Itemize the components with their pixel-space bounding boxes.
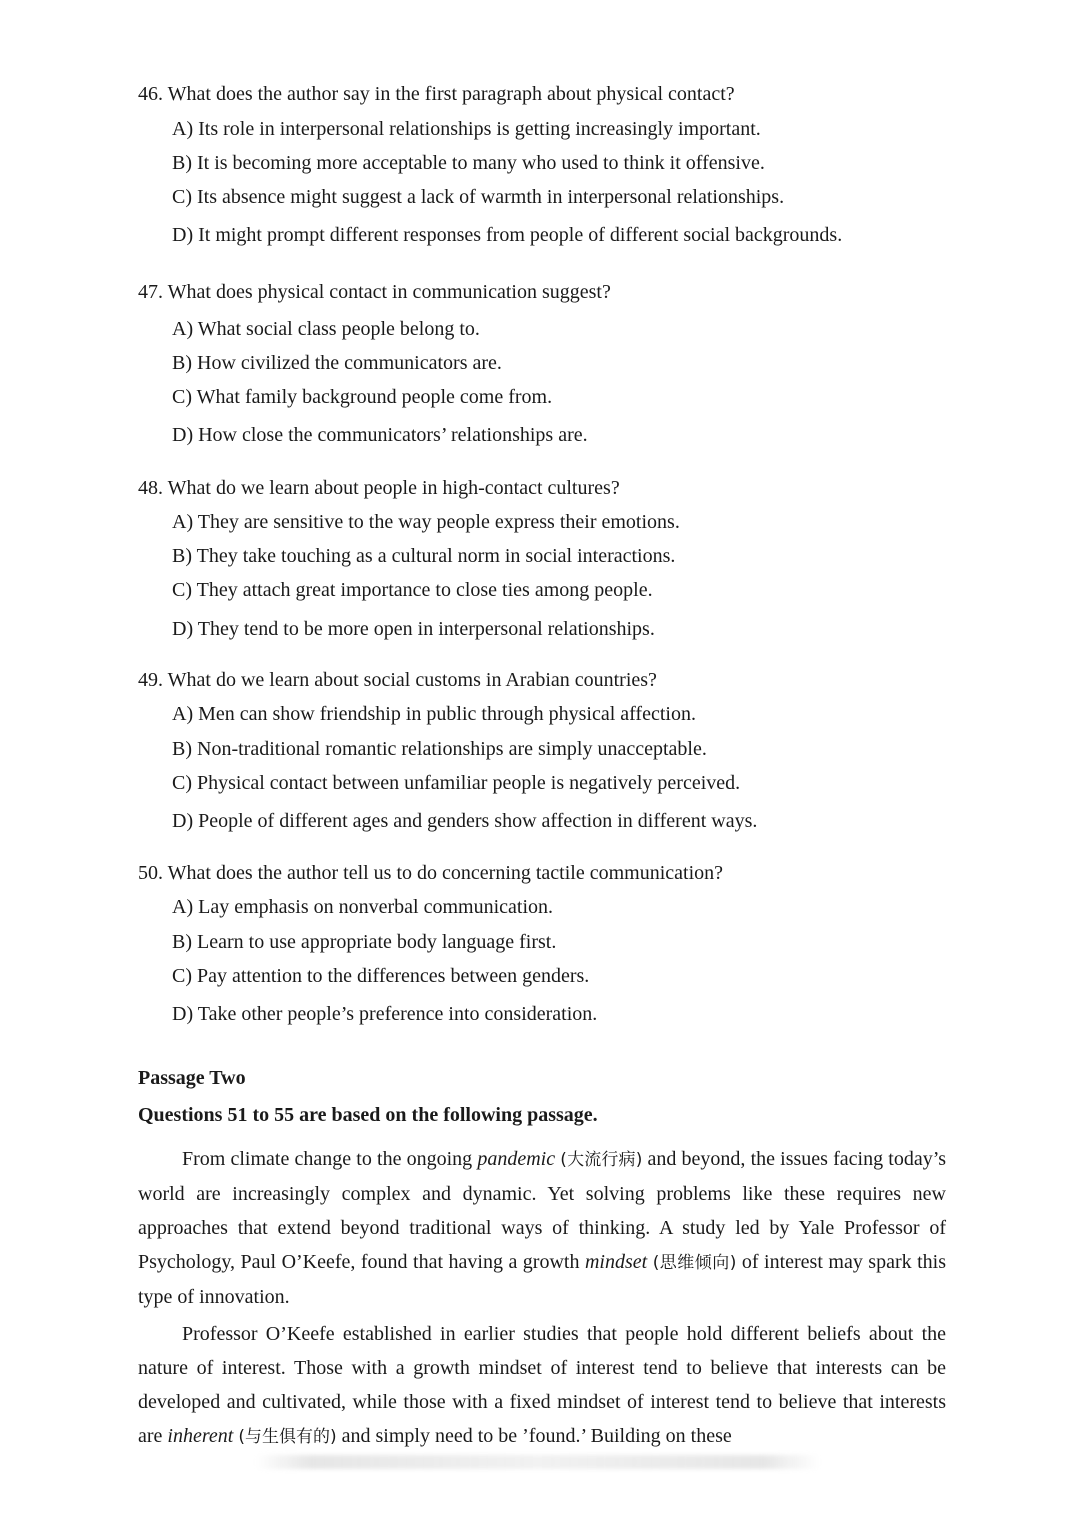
question-stem: 49. What do we learn about social customs in Arabian countries? [138,669,657,691]
option-b: B) It is becoming more acceptable to many who used to think it offensive. [172,152,765,174]
question-50 [138,861,978,1026]
question-stem: 46. What does the author say in the first paragraph about physical contact? [138,83,735,105]
question-stem: 48. What do we learn about people in high-contact cultures? [138,477,620,499]
question-47 [138,280,978,447]
passage-title: Passage Two [138,1067,246,1089]
faded-footer-text [255,1455,820,1469]
question-stem: 47. What does physical contact in communication suggest? [138,281,611,303]
question-stem: 50. What does the author tell us to do concerning tactile communication? [138,862,724,884]
option-d: D) It might prompt different responses from people of different social backgrounds. [172,224,843,246]
passage-paragraph-1 [138,1142,946,1314]
option-b: B) How civilized the communicators are. [172,352,502,374]
paragraph-text: and beyond, the issues facing today’s world are increasingly complex and dynamic. Yet solving problems like these requires new approaches that extend beyond traditional ways of thinking. A study led by Yale Professor of Psychology, Paul O’Keefe, found that having a growth [138,1148,947,1273]
option-c: C) Pay attention to the differences between genders. [172,965,590,987]
option-a: A) Its role in interpersonal relationships is getting increasingly important. [172,118,761,140]
chinese-gloss: (与生俱有的) [238,1427,337,1447]
paragraph-text: and simply need to be ’found.’ Building on these [336,1425,732,1447]
question-46 [138,82,978,247]
question-49 [138,668,978,833]
option-d: D) They tend to be more open in interpersonal relationships. [172,618,655,640]
option-a: A) Men can show friendship in public through physical affection. [172,703,696,725]
passage-instruction: Questions 51 to 55 are based on the following passage. [138,1104,598,1126]
glossed-term: mindset [584,1251,648,1273]
chinese-gloss: (思维倾向) [652,1253,737,1273]
option-b: B) Non-traditional romantic relationships are simply unacceptable. [172,738,707,760]
option-b: B) Learn to use appropriate body language first. [172,931,557,953]
chinese-gloss: (大流行病) [560,1150,643,1170]
option-c: C) Physical contact between unfamiliar people is negatively perceived. [172,772,741,794]
glossed-term: inherent [167,1425,234,1447]
option-a: A) They are sensitive to the way people express their emotions. [172,511,680,533]
option-a: A) What social class people belong to. [172,318,480,340]
option-d: D) Take other people’s preference into consideration. [172,1003,598,1025]
paragraph-text: of interest may spark this type of innovation. [138,1251,947,1308]
option-a: A) Lay emphasis on nonverbal communication. [172,896,554,918]
question-48 [138,476,978,641]
option-c: C) What family background people come from. [172,386,553,408]
option-d: D) How close the communicators’ relationships are. [172,424,588,446]
option-d: D) People of different ages and genders show affection in different ways. [172,810,758,832]
option-c: C) They attach great importance to close ties among people. [172,579,653,601]
option-b: B) They take touching as a cultural norm in social interactions. [172,545,676,567]
paragraph-text: Professor O’Keefe established in earlier studies that people hold different beliefs about the nature of interest. Those with a growth mindset of interest tend to believe that interests can be developed and cultivated, while those with a fixed mindset of interest tend to believe that interests are [138,1323,946,1447]
passage-paragraph-2 [138,1317,946,1454]
option-c: C) Its absence might suggest a lack of warmth in interpersonal relationships. [172,186,785,208]
paragraph-text: From climate change to the ongoing [182,1148,478,1170]
glossed-term: pandemic [477,1148,556,1170]
